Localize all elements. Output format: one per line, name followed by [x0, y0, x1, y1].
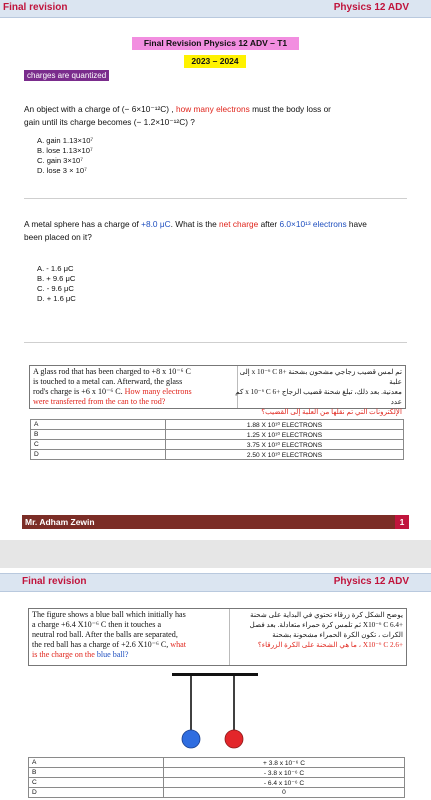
pendulum-balls-figure	[150, 669, 280, 759]
page-title: Final Revision Physics 12 ADV – T1	[132, 37, 299, 50]
divider	[24, 198, 407, 199]
topic-label: charges are quantized	[24, 70, 109, 81]
question-1-options	[37, 136, 93, 176]
question-2-options	[37, 264, 76, 304]
option-b[interactable]: B. lose 1.13×10⁷	[37, 146, 93, 155]
header-right: Physics 12 ADV	[333, 576, 409, 587]
table-row[interactable]: A + 3.8 x 10⁻⁶ C	[29, 758, 405, 768]
table-row[interactable]: C - 6.4 x 10⁻⁶ C	[29, 778, 405, 788]
table-row[interactable]: B - 3.8 x 10⁻⁶ C	[29, 768, 405, 778]
question-3-answer-table	[30, 419, 404, 460]
divider	[24, 342, 407, 343]
page-header	[0, 573, 431, 592]
option-c[interactable]: C. - 9.6 μC	[37, 284, 74, 293]
option-a[interactable]: A. - 1.6 μC	[37, 264, 74, 273]
question-3	[29, 365, 406, 416]
question-3-english: A glass rod that has been charged to +8 x 10⁻⁶ C is touched to a metal can. Afterward, the glass rod's charge is +6 x 10⁻⁶ C. How many electrons were transferred from the can to the rod?	[33, 367, 192, 406]
table-row[interactable]: B 1.25 X 10¹⁰ ELECTRONS	[31, 430, 404, 440]
question-3-arabic: تم لمس قضيب زجاجي مشحون بشحنة +8 x 10⁻⁶ C إلى علبة معدنية. بعد ذلك، تبلغ شحنة قضيب الزجاج +6 x 10⁻⁶ C كم عدد الإلكترونات التي تم نقلها من العلبة إلى القضيب؟	[235, 368, 402, 416]
table-row[interactable]: C 3.75 X 10¹⁰ ELECTRONS	[31, 440, 404, 450]
page-header	[0, 0, 431, 18]
question-1: An object with a charge of (− 6×10⁻¹²C) , how many electrons must the body loss or gain until its charge becomes (− 1.2×10⁻¹²C) ?	[24, 104, 331, 127]
author-name: Mr. Adham Zewin	[25, 517, 95, 527]
option-a[interactable]: A. gain 1.13×10⁷	[37, 136, 94, 145]
table-row[interactable]: A 1.88 X 10¹⁰ ELECTRONS	[31, 420, 404, 430]
page-number: 1	[395, 515, 409, 529]
page-2	[0, 568, 431, 800]
support-bar	[172, 673, 258, 676]
year-label: 2023 – 2024	[184, 55, 246, 68]
header-left: Final revision	[3, 2, 68, 13]
red-ball	[225, 730, 243, 748]
option-c[interactable]: C. gain 3×10⁷	[37, 156, 84, 165]
option-d[interactable]: D. + 1.6 μC	[37, 294, 76, 303]
question-4	[28, 608, 407, 666]
header-right: Physics 12 ADV	[333, 2, 409, 13]
blue-ball	[182, 730, 200, 748]
question-4-english: The figure shows a blue ball which initially has a charge +6.4 X10⁻⁶ C then it touches a neutral rod ball. After the balls are separated, the red ball has a charge of +2.6 X10⁻⁶ C, what is the charge on the blue ball?	[32, 610, 187, 659]
question-2: A metal sphere has a charge of +8.0 μC. What is the net charge after 6.0×10¹³ electrons have been placed on it?	[24, 219, 367, 242]
page-footer	[22, 515, 409, 529]
question-4-arabic: يوضح الشكل كرة زرقاء تحتوي في البداية على شحنة +6.4 X10⁻⁶ C ثم تلمس كرة حمراء متعادلة. بعد فصل الكرات ، تكون الكرة الحمراء مشحونة بشحنة +2.6 X10⁻⁶ C ، ما هي الشحنة على الكرة الزرقاء؟	[249, 611, 403, 649]
option-b[interactable]: B. + 9.6 μC	[37, 274, 76, 283]
table-row[interactable]: D 2.50 X 10¹⁰ ELECTRONS	[31, 450, 404, 460]
question-4-answer-table	[28, 757, 405, 798]
option-d[interactable]: D. lose 3 × 10⁷	[37, 166, 87, 175]
table-row[interactable]: D 0	[29, 788, 405, 798]
column-divider	[229, 609, 230, 665]
header-left: Final revision	[22, 576, 87, 587]
